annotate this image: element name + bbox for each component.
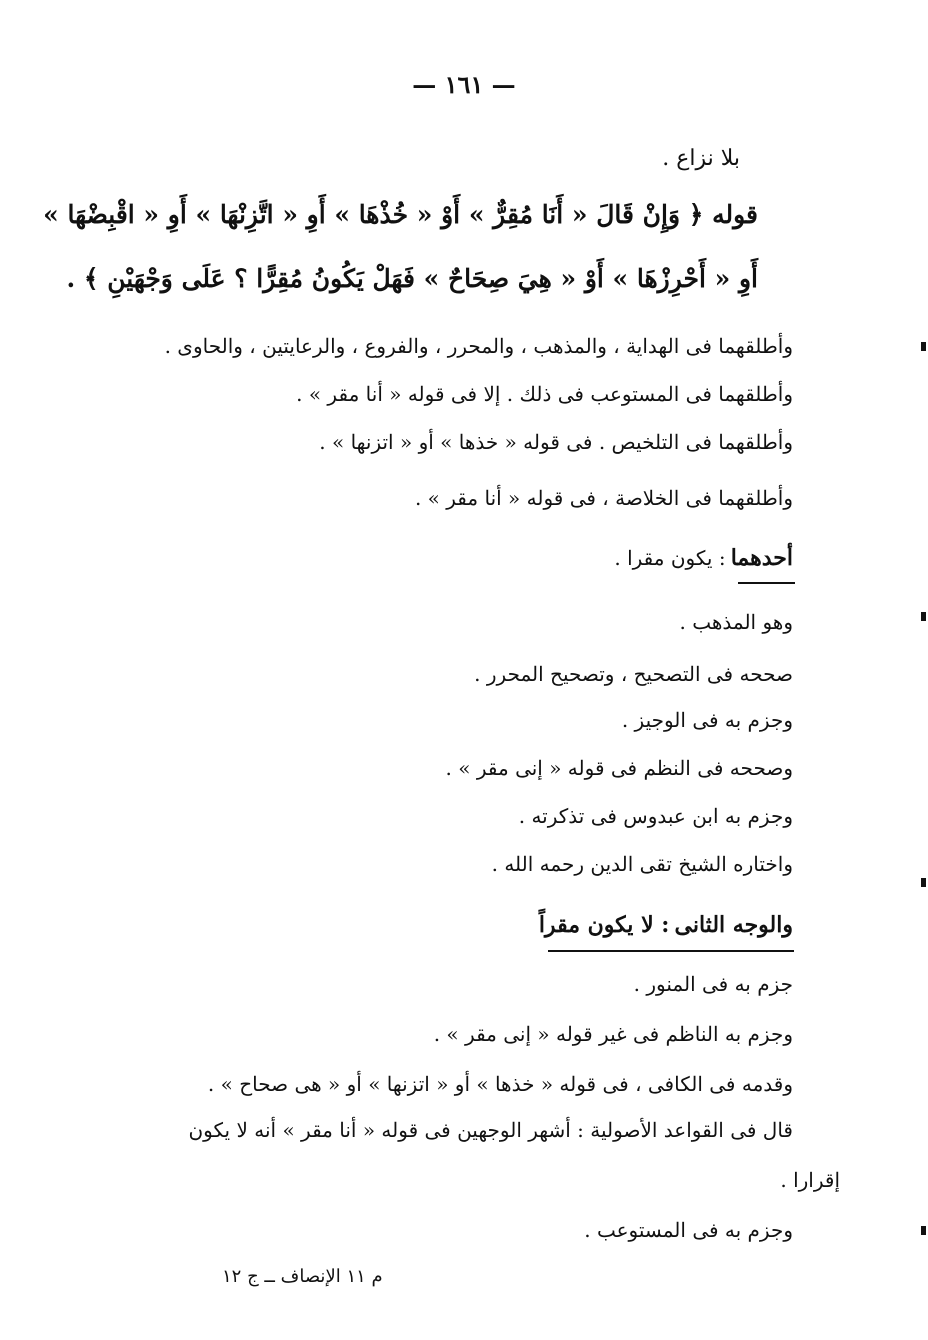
text-line: صححه فى التصحيح ، وتصحيح المحرر . xyxy=(474,662,793,686)
page-number: — ١٦١ — xyxy=(412,70,516,99)
subheading-underline xyxy=(738,582,795,584)
page-footer: م ١١ الإنصاف ــ ج ١٢ xyxy=(222,1266,383,1287)
text-line: وجزم به فى المستوعب . xyxy=(584,1218,793,1242)
text-line: وصححه فى النظم فى قوله « إنى مقر » . xyxy=(445,756,793,780)
subheading-label: أحدهما xyxy=(730,545,793,571)
subheading-text: : لا يكون مقراً xyxy=(538,912,670,938)
margin-mark xyxy=(921,1226,926,1235)
text-line: جزم به فى المنور . xyxy=(633,972,793,996)
text-line: وأطلقهما فى المستوعب فى ذلك . إلا فى قوله « أنا مقر » . xyxy=(296,382,793,406)
margin-mark xyxy=(921,342,926,351)
subheading-line xyxy=(614,545,793,571)
margin-mark xyxy=(921,878,926,887)
subheading-text: : يكون مقرا . xyxy=(614,546,726,570)
subheading-underline xyxy=(548,950,794,952)
margin-mark xyxy=(921,612,926,621)
text-line: قال فى القواعد الأصولية : أشهر الوجهين فى قوله « أنا مقر » أنه لا يكون xyxy=(188,1118,793,1142)
text-line: وأطلقهما فى الهداية ، والمذهب ، والمحرر ، والفروع ، والرعايتين ، والحاوى . xyxy=(164,334,793,358)
text-line: وقدمه فى الكافى ، فى قوله « خذها » أو « اتزنها » أو « هى صحاح » . xyxy=(207,1072,793,1096)
text-line: وهو المذهب . xyxy=(679,610,793,634)
text-line: وجزم به الناظم فى غير قوله « إنى مقر » . xyxy=(433,1022,793,1046)
subheading-label: والوجه الثانى xyxy=(674,912,793,938)
subheading-line xyxy=(539,912,793,938)
quoted-matn-line: أَوِ « أَحْرِزْهَا » أَوْ « هِيَ صِحَاحٌ » فَهَلْ يَكُونُ مُقِرًّا ؟ عَلَى وَجْهَيْنِ ﴾ . xyxy=(66,264,758,293)
text-line: واختاره الشيخ تقى الدين رحمه الله . xyxy=(491,852,793,876)
text-line: وجزم به فى الوجيز . xyxy=(621,708,793,732)
text-line: وجزم به ابن عبدوس فى تذكرته . xyxy=(518,804,793,828)
quoted-matn-line: قوله ﴿ وَإِنْ قَالَ « أَنَا مُقِرٌّ » أَوْ « خُذْهَا » أَوِ « اتَّزِنْهَا » أَوِ « اقْبِضْهَا » xyxy=(43,200,758,229)
text-line: وأطلقهما فى الخلاصة ، فى قوله « أنا مقر » . xyxy=(414,486,793,510)
text-line: وأطلقهما فى التلخيص . فى قوله « خذها » أو « اتزنها » . xyxy=(319,430,793,454)
text-line: إقرارا . xyxy=(780,1168,840,1192)
text-line: بلا نزاع . xyxy=(662,146,740,171)
